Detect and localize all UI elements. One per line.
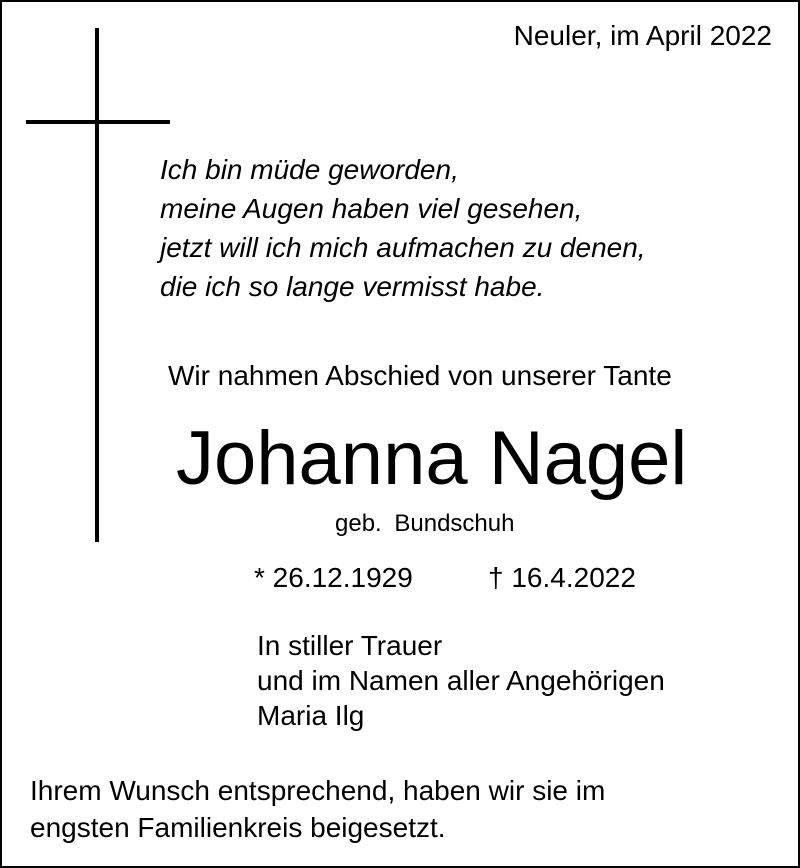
death-date: † 16.4.2022 [488,562,636,593]
place-date: Neuler, im April 2022 [513,20,772,51]
signature-line: und im Namen aller Angehörigen [257,665,665,696]
maiden-name: geb. Bundschuh [335,510,515,537]
signature-line: In stiller Trauer [257,630,443,661]
poem-line: jetzt will ich mich aufmachen zu denen, [160,232,646,263]
cross-vertical-bar [95,28,99,542]
deceased-name: Johanna Nagel [176,416,688,501]
poem [160,150,646,306]
birth-date: * 26.12.1929 [254,562,413,593]
poem-line: meine Augen haben viel gesehen, [160,193,583,224]
burial-note-line: engsten Familienkreis beigesetzt. [30,812,446,843]
farewell-intro: Wir nahmen Abschied von unserer Tante [168,360,672,391]
poem-line: Ich bin müde geworden, [160,154,459,185]
signature-line: Maria Ilg [257,700,365,731]
poem-line: die ich so lange vermisst habe. [160,271,545,302]
signature-block [257,628,665,733]
burial-note [30,772,605,846]
burial-note-line: Ihrem Wunsch entsprechend, haben wir sie im [30,775,606,806]
cross-horizontal-bar [26,120,170,124]
